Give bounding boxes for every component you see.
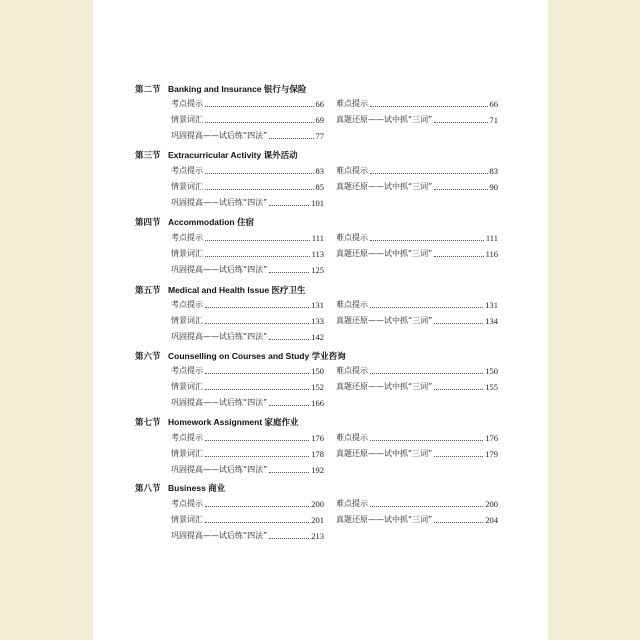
page-number: 71 <box>489 115 498 125</box>
dot-leader <box>370 240 484 241</box>
entry-label: 考点提示 <box>171 166 203 175</box>
dot-leader <box>269 405 309 406</box>
entry-label: 巩固提高——试后练“四法” <box>171 131 268 140</box>
entry-label: 真题还原——试中抓“三词” <box>336 449 433 458</box>
dot-leader <box>434 389 483 390</box>
section-heading <box>135 82 306 96</box>
entry-label: 难点提示 <box>336 233 368 242</box>
page-number: 131 <box>311 300 324 310</box>
entry-label: 巩固提高——试后练“四法” <box>171 465 268 474</box>
entry-label: 难点提示 <box>336 366 368 375</box>
page-number: 83 <box>315 166 324 176</box>
dot-leader <box>205 522 309 523</box>
entry-label: 考点提示 <box>171 99 203 108</box>
entry-label: 情景词汇 <box>171 382 203 391</box>
section-number: 第三节 <box>135 151 161 161</box>
page-number: 116 <box>485 249 498 259</box>
toc-entry[interactable] <box>171 431 324 445</box>
toc-entry[interactable] <box>336 513 498 527</box>
section-heading <box>135 481 225 495</box>
toc-entry[interactable] <box>336 97 498 111</box>
page-number: 150 <box>485 366 498 376</box>
dot-leader <box>205 440 309 441</box>
toc-entry[interactable] <box>171 97 324 111</box>
page-number: 134 <box>485 316 498 326</box>
toc-entry[interactable] <box>171 364 324 378</box>
entry-label: 情景词汇 <box>171 316 203 325</box>
entry-label: 考点提示 <box>171 300 203 309</box>
dot-leader <box>205 373 309 374</box>
entry-label: 难点提示 <box>336 99 368 108</box>
dot-leader <box>434 189 487 190</box>
page-number: 200 <box>311 499 324 509</box>
page-number: 131 <box>485 300 498 310</box>
dot-leader <box>205 389 309 390</box>
toc-entry[interactable] <box>336 431 498 445</box>
toc-entry[interactable] <box>336 497 498 511</box>
dot-leader <box>205 256 310 257</box>
section-number: 第五节 <box>135 286 161 296</box>
entry-label: 巩固提高——试后练“四法” <box>171 198 268 207</box>
page-number: 77 <box>315 131 324 141</box>
dot-leader <box>434 456 483 457</box>
page-number: 150 <box>311 366 324 376</box>
toc-entry[interactable] <box>171 447 324 461</box>
entry-label: 巩固提高——试后练“四法” <box>171 265 268 274</box>
toc-entry[interactable] <box>171 463 324 477</box>
entry-label: 情景词汇 <box>171 449 203 458</box>
dot-leader <box>370 307 483 308</box>
section-number: 第四节 <box>135 218 161 228</box>
dot-leader <box>205 189 314 190</box>
dot-leader <box>269 138 313 139</box>
section-number: 第七节 <box>135 418 161 428</box>
dot-leader <box>370 440 483 441</box>
section-number: 第六节 <box>135 352 161 362</box>
entry-label: 情景词汇 <box>171 182 203 191</box>
toc-entry[interactable] <box>171 196 324 210</box>
page-number: 125 <box>311 265 324 275</box>
page-number: 133 <box>311 316 324 326</box>
section-number: 第八节 <box>135 484 161 494</box>
page-number: 142 <box>311 332 324 342</box>
page-number: 176 <box>311 433 324 443</box>
entry-label: 真题还原——试中抓“三词” <box>336 249 433 258</box>
dot-leader <box>370 106 488 107</box>
page-number: 111 <box>485 233 498 243</box>
dot-leader <box>370 173 488 174</box>
section-heading <box>135 349 346 363</box>
page-number: 111 <box>311 233 324 243</box>
section-title: Extracurricular Activity 课外活动 <box>168 150 298 160</box>
section-title: Business 商业 <box>168 483 226 493</box>
toc-entry[interactable] <box>171 129 324 143</box>
section-heading <box>135 415 299 429</box>
entry-label: 难点提示 <box>336 300 368 309</box>
page-number: 176 <box>485 433 498 443</box>
section-title: Homework Assignment 家庭作业 <box>168 417 299 427</box>
dot-leader <box>370 373 483 374</box>
toc-entry[interactable] <box>336 247 498 261</box>
page-number: 178 <box>311 449 324 459</box>
dot-leader <box>205 506 309 507</box>
toc-entry[interactable] <box>336 113 498 127</box>
page-number: 66 <box>489 99 498 109</box>
entry-label: 考点提示 <box>171 366 203 375</box>
section-heading <box>135 148 298 162</box>
toc-entry[interactable] <box>171 164 324 178</box>
section-heading <box>135 283 305 297</box>
toc-entry[interactable] <box>336 231 498 245</box>
section-number: 第二节 <box>135 85 161 95</box>
page-number: 192 <box>311 465 324 475</box>
toc-entry[interactable] <box>336 447 498 461</box>
page-number: 113 <box>311 249 324 259</box>
page-number: 66 <box>315 99 324 109</box>
dot-leader <box>269 272 309 273</box>
page-number: 166 <box>311 398 324 408</box>
entry-label: 情景词汇 <box>171 249 203 258</box>
toc-entry[interactable] <box>171 330 324 344</box>
page-number: 69 <box>315 115 324 125</box>
page-number: 200 <box>485 499 498 509</box>
toc-entry[interactable] <box>171 497 324 511</box>
dot-leader <box>434 522 483 523</box>
toc-entry[interactable] <box>336 314 498 328</box>
toc-entry[interactable] <box>171 113 324 127</box>
toc-entry[interactable] <box>171 314 324 328</box>
dot-leader <box>205 307 309 308</box>
page-number: 85 <box>315 182 324 192</box>
dot-leader <box>205 122 314 123</box>
entry-label: 真题还原——试中抓“三词” <box>336 182 433 191</box>
toc-entry[interactable] <box>171 263 324 277</box>
page-number: 101 <box>311 198 324 208</box>
entry-label: 真题还原——试中抓“三词” <box>336 115 433 124</box>
entry-label: 难点提示 <box>336 499 368 508</box>
entry-label: 真题还原——试中抓“三词” <box>336 382 433 391</box>
entry-label: 真题还原——试中抓“三词” <box>336 515 433 524</box>
entry-label: 情景词汇 <box>171 515 203 524</box>
toc-entry[interactable] <box>336 164 498 178</box>
section-title: Medical and Health Issue 医疗卫生 <box>168 285 306 295</box>
dot-leader <box>370 506 483 507</box>
toc-entry[interactable] <box>336 380 498 394</box>
dot-leader <box>269 472 309 473</box>
section-title: Accommodation 住宿 <box>168 217 254 227</box>
dot-leader <box>269 205 309 206</box>
page-number: 179 <box>485 449 498 459</box>
page-number: 90 <box>489 182 498 192</box>
dot-leader <box>434 122 487 123</box>
dot-leader <box>434 256 483 257</box>
toc-entry[interactable] <box>336 180 498 194</box>
toc-entry[interactable] <box>171 529 324 543</box>
entry-label: 难点提示 <box>336 433 368 442</box>
dot-leader <box>205 323 309 324</box>
section-heading <box>135 215 254 229</box>
dot-leader <box>434 323 483 324</box>
toc-entry[interactable] <box>171 180 324 194</box>
section-title: Banking and Insurance 银行与保险 <box>168 84 307 94</box>
toc-entry[interactable] <box>336 298 498 312</box>
toc-entry[interactable] <box>171 380 324 394</box>
toc-entry[interactable] <box>171 396 324 410</box>
toc-entry[interactable] <box>336 364 498 378</box>
toc-entry[interactable] <box>171 513 324 527</box>
entry-label: 情景词汇 <box>171 115 203 124</box>
dot-leader <box>269 339 309 340</box>
page-number: 152 <box>311 382 324 392</box>
dot-leader <box>269 538 309 539</box>
entry-label: 真题还原——试中抓“三词” <box>336 316 433 325</box>
dot-leader <box>205 106 314 107</box>
page-number: 83 <box>489 166 498 176</box>
toc-entry[interactable] <box>171 247 324 261</box>
entry-label: 考点提示 <box>171 499 203 508</box>
dot-leader <box>205 240 310 241</box>
entry-label: 考点提示 <box>171 233 203 242</box>
entry-label: 考点提示 <box>171 433 203 442</box>
page-number: 213 <box>311 531 324 541</box>
toc-entry[interactable] <box>171 231 324 245</box>
page-number: 204 <box>485 515 498 525</box>
page-number: 201 <box>311 515 324 525</box>
section-title: Counselling on Courses and Study 学业咨询 <box>168 351 346 361</box>
entry-label: 巩固提高——试后练“四法” <box>171 332 268 341</box>
entry-label: 巩固提高——试后练“四法” <box>171 531 268 540</box>
toc-entry[interactable] <box>171 298 324 312</box>
entry-label: 难点提示 <box>336 166 368 175</box>
dot-leader <box>205 173 314 174</box>
page-number: 155 <box>485 382 498 392</box>
dot-leader <box>205 456 309 457</box>
entry-label: 巩固提高——试后练“四法” <box>171 398 268 407</box>
